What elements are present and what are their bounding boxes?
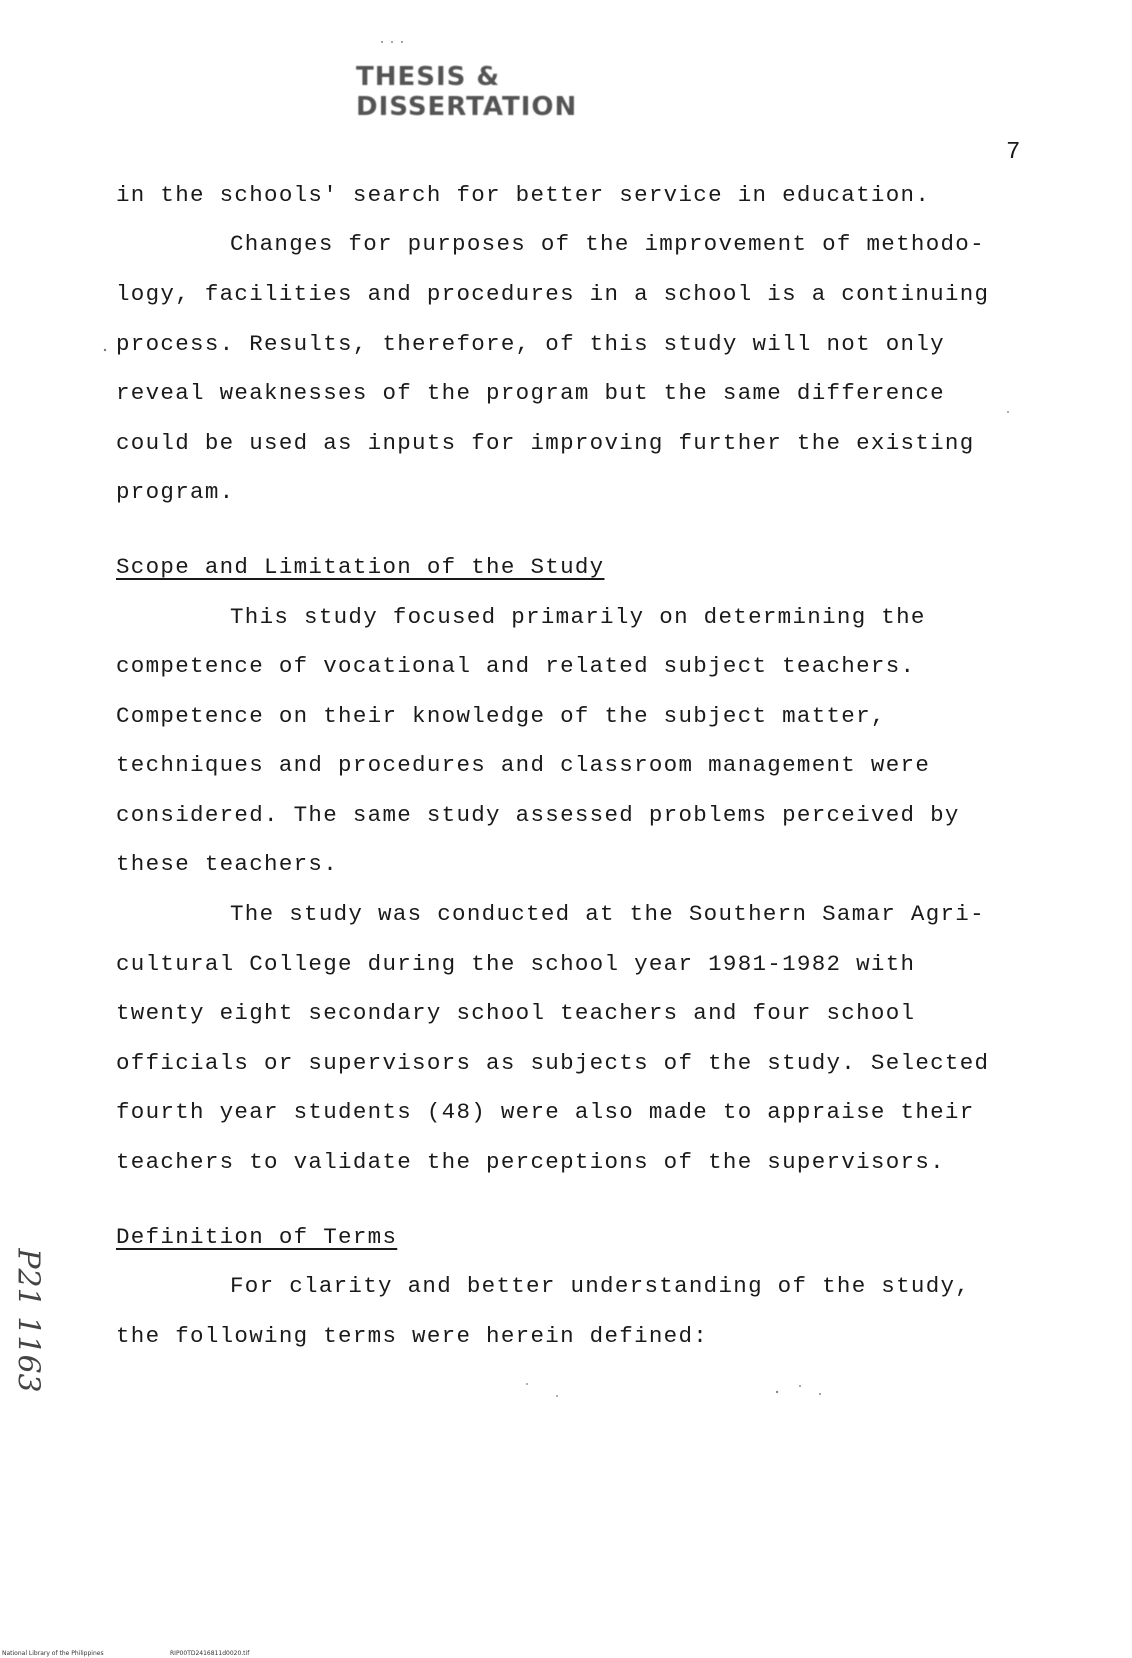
text-line: competence of vocational and related subject teachers. bbox=[116, 653, 916, 679]
handwritten-margin-note bbox=[4, 1240, 52, 1400]
text-line: the following terms were herein defined: bbox=[116, 1323, 709, 1349]
footer-library-credit: National Library of the Philippines bbox=[2, 1650, 104, 1657]
speck bbox=[401, 41, 403, 43]
page-number: 7 bbox=[1006, 139, 1021, 166]
text-line: considered. The same study assessed problems perceived by bbox=[116, 802, 960, 828]
speck bbox=[776, 1391, 778, 1393]
text-line: This study focused primarily on determining the bbox=[230, 604, 926, 630]
speck bbox=[526, 1383, 528, 1385]
speck bbox=[1007, 411, 1009, 413]
text-line: teachers to validate the perceptions of the supervisors. bbox=[116, 1149, 945, 1175]
text-line: Competence on their knowledge of the subject matter, bbox=[116, 703, 886, 729]
speck bbox=[556, 1395, 558, 1397]
archive-stamp: THESIS & DISSERTATION bbox=[356, 62, 578, 122]
text-line: For clarity and better understanding of the study, bbox=[230, 1273, 971, 1299]
text-line: Changes for purposes of the improvement of methodo- bbox=[230, 231, 985, 257]
text-line: reveal weaknesses of the program but the same difference bbox=[116, 380, 945, 406]
text-line: in the schools' search for better service in education. bbox=[116, 182, 931, 208]
footer-file-reference: RIP00TD2416811d0020.tif bbox=[170, 1650, 250, 1657]
speck bbox=[381, 41, 383, 43]
text-line: officials or supervisors as subjects of the study. Selected bbox=[116, 1050, 990, 1076]
section-heading-scope: Scope and Limitation of the Study bbox=[116, 554, 605, 580]
section-heading-definitions: Definition of Terms bbox=[116, 1224, 398, 1250]
speck bbox=[799, 1385, 801, 1387]
text-line: process. Results, therefore, of this study will not only bbox=[116, 331, 945, 357]
speck bbox=[104, 349, 106, 351]
text-line: these teachers. bbox=[116, 851, 339, 877]
text-line: cultural College during the school year 1981-1982 with bbox=[116, 951, 916, 977]
text-line: logy, facilities and procedures in a school is a continuing bbox=[116, 281, 990, 307]
speck bbox=[819, 1393, 821, 1395]
handwritten-note-text: P21 1163 bbox=[10, 1247, 46, 1393]
speck bbox=[391, 41, 393, 43]
text-line: could be used as inputs for improving further the existing bbox=[116, 430, 975, 456]
text-line: twenty eight secondary school teachers and four school bbox=[116, 1000, 916, 1026]
text-line: fourth year students (48) were also made to appraise their bbox=[116, 1099, 975, 1125]
text-line: program. bbox=[116, 479, 235, 505]
text-line: The study was conducted at the Southern Samar Agri- bbox=[230, 901, 985, 927]
text-line: techniques and procedures and classroom management were bbox=[116, 752, 931, 778]
